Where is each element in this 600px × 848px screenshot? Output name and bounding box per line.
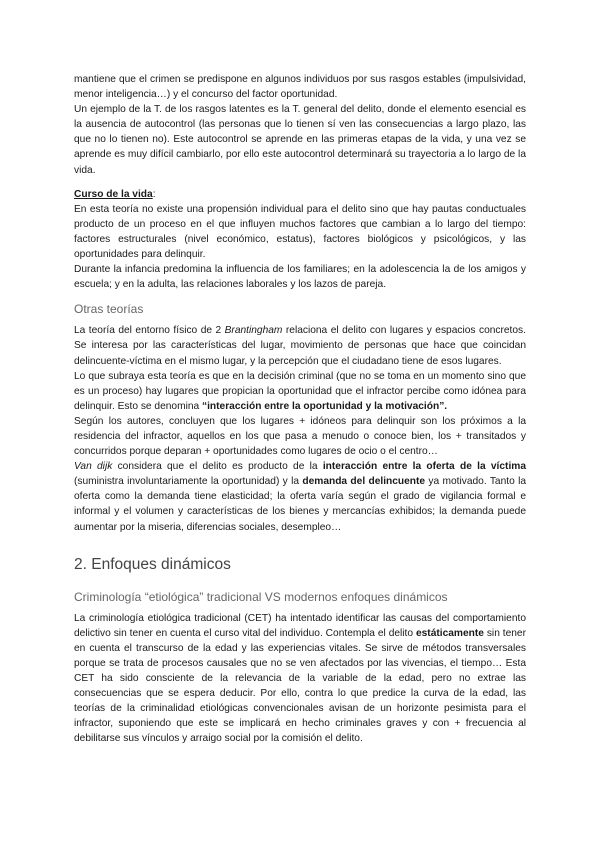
text-run: Lo que subraya esta teoría es que en la decisión criminal (que no se toma en un momento sino que es un proceso) hay lugares que propician la oportunidad que el infractor percibe como idónea para delinquir. Esto se denomina (74, 370, 526, 412)
curso-title: Curso de la vida (74, 188, 153, 200)
paragraph-curso-1: En esta teoría no existe una propensión individual para el delito sino que hay pautas conductuales producto de un proceso en el que influyen muchos factores que cambian a lo largo del tiempo: factores estructurales (nivel económico, estatus), factores biológicos y psicológicos, y las oportunidades para delinquir. (74, 203, 526, 261)
paragraph-entorno-fisico (74, 323, 526, 368)
curso-colon: : (152, 188, 156, 200)
document-page (74, 72, 526, 746)
paragraph-van-dijk (74, 459, 526, 534)
paragraph-teoria-general-delito: Un ejemplo de la T. de los rasgos latentes es la T. general del delito, donde el elemento esencial es la ausencia de autocontrol (las personas que lo tienen sí ven las consecuencias a largo plazo, las que no lo tienen no). Este autocontrol se aprende en las primeras etapas de la vida, y una vez se aprende es muy difícil cambiarlo, por ello este autocontrol determinará su trayectoria a lo largo de la vida. (74, 104, 526, 176)
text-run: La teoría del entorno físico de 2 (74, 325, 225, 337)
paragraph-cet (74, 611, 526, 747)
text-run: La criminología etiológica tradicional (CET) ha intentado identificar las causas del comportamiento delictivo sin tener en cuenta el curso vital del individuo. Contempla el delito (74, 612, 526, 639)
term-interaccion: “interacción entre la oportunidad y la motivación”. (202, 400, 448, 412)
subheading-criminologia-etiologica: Criminología “etiológica” tradicional VS modernos enfoques dinámicos (74, 589, 448, 604)
paragraph-segun-autores: Según los autores, concluyen que los lugares + idóneos para delinquir son los próximos a la residencia del infractor, aquellos en los que pasa a menudo o conoce bien, los + transitados y concurridos porque deparan + oportunidades como lugares de ocio o el centro… (74, 415, 526, 458)
heading-curso-de-la-vida (74, 187, 526, 202)
paragraph-curso-2: Durante la infancia predomina la influencia de los familiares; en la adolescencia la de los amigos y escuela; y en la adulta, las relaciones laborales y los lazos de pareja. (74, 264, 526, 291)
author-brantingham: Brantingham (224, 325, 283, 337)
heading-otras-teorias: Otras teorías (74, 302, 144, 317)
text-run: (suministra involuntariamente la oportunidad) y la (74, 476, 303, 488)
author-van-dijk: Van dijk (74, 461, 113, 473)
text-run: ya motivado. Tanto la oferta como la demanda tiene elasticidad; la oferta varía según el grado de vigilancia formal e informal y el volumen y características de los bienes y mercancías exhibidos; la demanda puede aumentar por la miseria, diferencias sociales, desempleo… (74, 476, 527, 533)
paragraph-rasgos-estables: mantiene que el crimen se predispone en algunos individuos por sus rasgos estables (impulsividad, menor inteligencia…) y el concurso del factor oportunidad. (74, 74, 526, 101)
term-oferta-victima: interacción entre la oferta de la víctima (322, 461, 527, 473)
section-heading-enfoques-dinamicos: 2. Enfoques dinámicos (74, 555, 231, 573)
paragraph-decision-criminal (74, 369, 526, 414)
term-demanda-delincuente: demanda del delincuente (302, 476, 426, 488)
text-run: considera que el delito es producto de la (112, 461, 323, 473)
text-run: relaciona el delito con lugares y espacios concretos. Se interesa por las características del lugar, movimiento de personas que hace que coincidan delincuente-víctima en el mismo lugar, y la percepción que el ciudadano tiene de esos lugares. (74, 325, 526, 367)
text-run: sin tener en cuenta el transcurso de la edad y las experiencias vitales. Se sirve de métodos transversales porque se trata de procesos causales que no se ven afectados por las vivencias, el tiempo… Esta CET ha sido consciente de la relevancia de la variable de la edad, pero no extrae las consecuencias que se espera deducir. Por ello, contra lo que predice la curva de la edad, las teorías de la criminalidad etiológicas convencionales avisan de un horizonte pesimista para el infractor, suponiendo que este se implicará en hecho criminales graves y con + frecuencia al debilitarse sus vínculos y arraigo social por la comisión el delito. (74, 627, 526, 745)
term-estaticamente: estáticamente (415, 627, 484, 639)
